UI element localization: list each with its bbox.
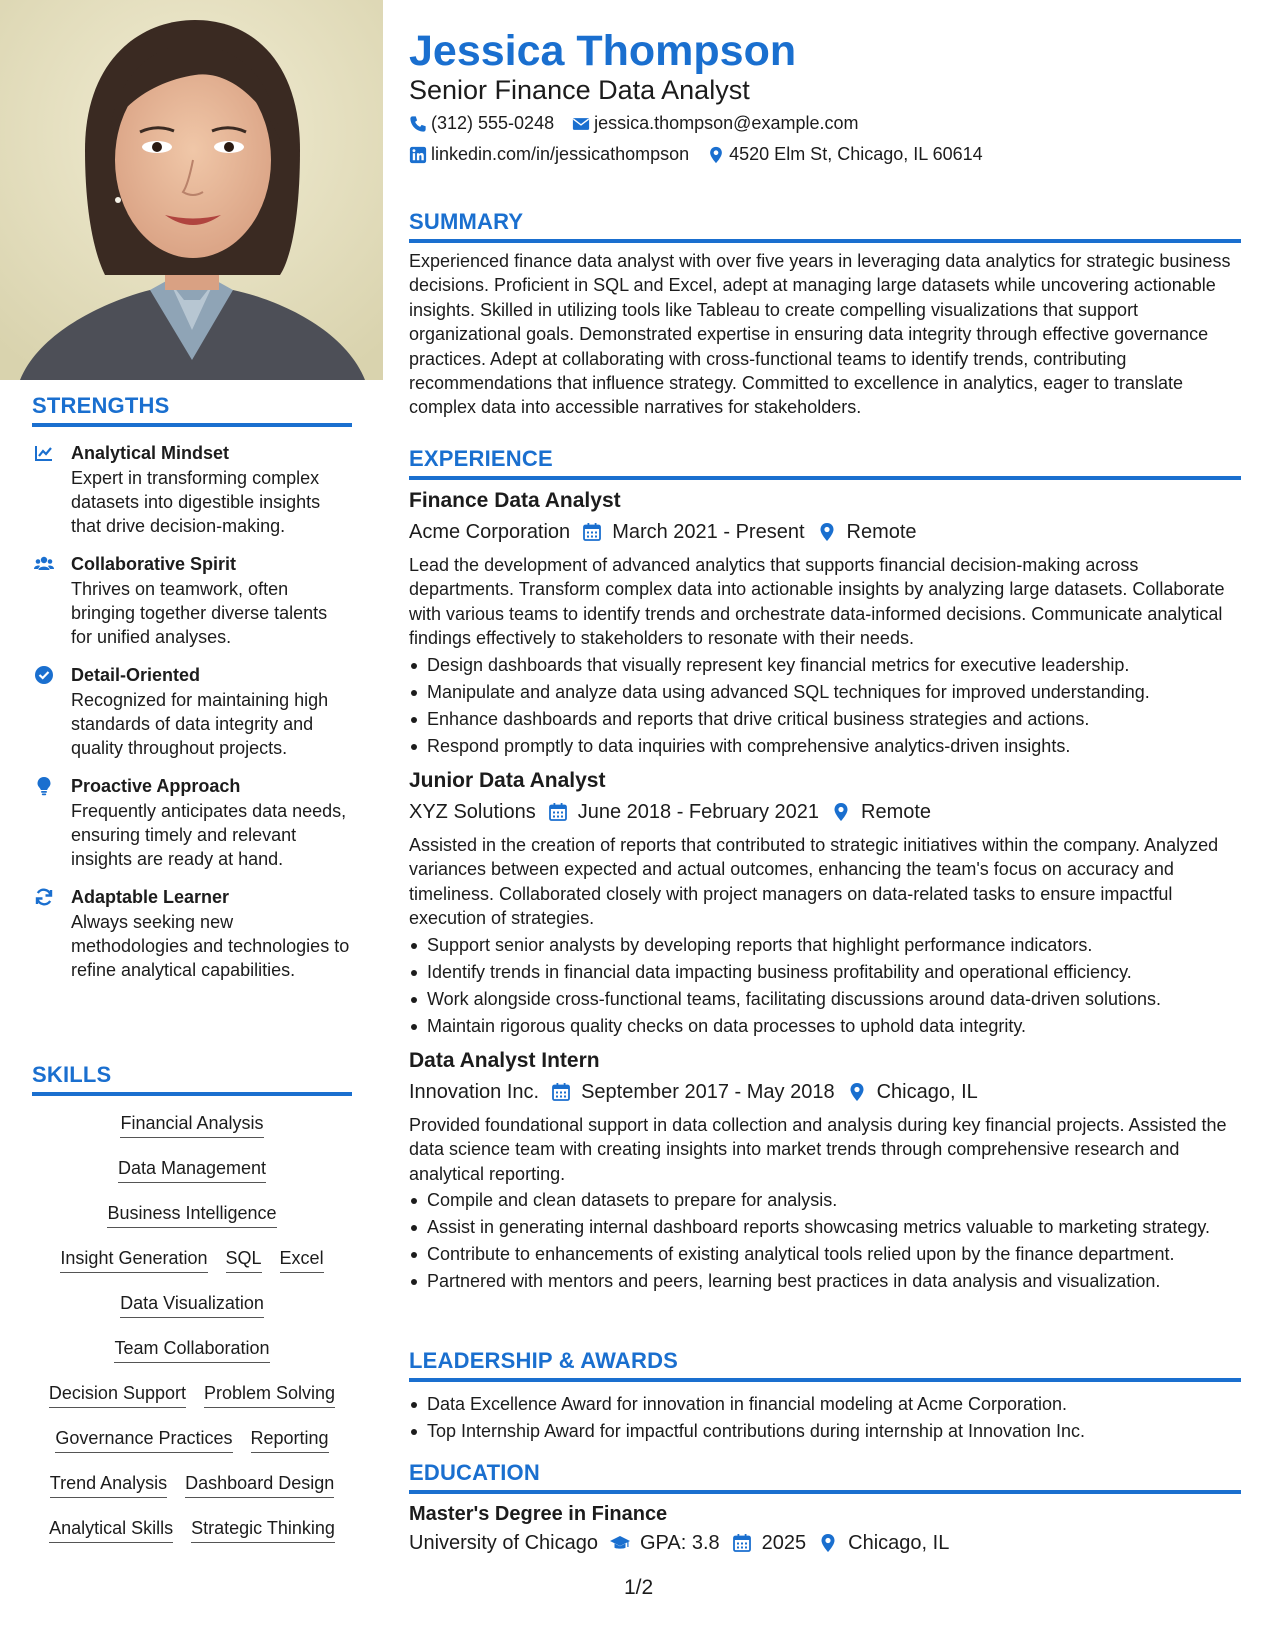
calendar-icon xyxy=(551,1082,571,1102)
phone-text: (312) 555-0248 xyxy=(431,113,555,133)
experience-title: EXPERIENCE xyxy=(409,446,553,471)
skill-tag: Excel xyxy=(280,1247,324,1273)
graduation-cap-icon xyxy=(610,1533,630,1553)
strength-item xyxy=(32,774,352,871)
skill-tag: Dashboard Design xyxy=(185,1472,334,1498)
job-location: Remote xyxy=(846,521,917,543)
contact-row-2 xyxy=(409,144,983,165)
job-bullet: Compile and clean datasets to prepare for analysis. xyxy=(409,1188,1241,1212)
job-company: Acme Corporation xyxy=(409,521,571,543)
candidate-role: Senior Finance Data Analyst xyxy=(409,75,750,105)
strength-description: Frequently anticipates data needs, ensuring timely and relevant insights are ready at hand. xyxy=(71,801,347,869)
job-entry xyxy=(409,1047,1241,1294)
awards-list xyxy=(409,1392,1241,1443)
job-bullet: Work alongside cross-functional teams, facilitating discussions around data-driven solutions. xyxy=(409,987,1241,1011)
map-pin-icon xyxy=(707,146,725,164)
job-title: Data Analyst Intern xyxy=(409,1049,600,1073)
awards-title: LEADERSHIP & AWARDS xyxy=(409,1348,679,1373)
job-bullet: Support senior analysts by developing reports that highlight performance indicators. xyxy=(409,933,1241,957)
skills-list xyxy=(32,1104,352,1554)
job-meta xyxy=(409,518,1241,546)
job-bullets xyxy=(409,933,1241,1038)
job-bullet: Assist in generating internal dashboard reports showcasing metrics valuable to marketing strategy. xyxy=(409,1215,1241,1239)
skill-tag: Governance Practices xyxy=(55,1427,232,1453)
strengths-title: STRENGTHS xyxy=(32,393,170,418)
map-pin-icon xyxy=(818,1533,838,1553)
education-section xyxy=(409,1460,1241,1564)
job-dates: March 2021 - Present xyxy=(612,521,805,543)
strength-item xyxy=(32,663,352,760)
line-chart-icon xyxy=(34,443,54,463)
award-item: Data Excellence Award for innovation in financial modeling at Acme Corporation. xyxy=(409,1392,1241,1416)
degree-title: Master's Degree in Finance xyxy=(409,1503,668,1525)
profile-photo xyxy=(0,0,383,380)
skill-tag: Reporting xyxy=(251,1427,329,1453)
job-bullets xyxy=(409,653,1241,758)
awards-rule xyxy=(409,1378,1241,1382)
email-item[interactable] xyxy=(572,113,858,134)
check-circle-icon xyxy=(34,665,54,685)
job-company: Innovation Inc. xyxy=(409,1081,540,1104)
left-column xyxy=(0,0,383,1650)
job-bullet: Design dashboards that visually represent key financial metrics for executive leadership. xyxy=(409,653,1241,677)
strength-title: Collaborative Spirit xyxy=(71,554,237,574)
job-meta xyxy=(409,798,1241,826)
skill-tag: Trend Analysis xyxy=(50,1472,167,1498)
calendar-icon xyxy=(548,802,568,822)
sync-icon xyxy=(34,887,54,907)
job-location: Chicago, IL xyxy=(876,1081,978,1104)
candidate-name: Jessica Thompson xyxy=(409,27,797,75)
strength-item xyxy=(32,885,352,982)
summary-section xyxy=(409,209,1241,420)
strength-title: Analytical Mindset xyxy=(71,443,230,463)
map-pin-icon xyxy=(817,522,837,542)
experience-rule xyxy=(409,476,1241,480)
strength-title: Detail-Oriented xyxy=(71,665,201,685)
page-number: 1/2 xyxy=(624,1576,654,1599)
strength-item xyxy=(32,441,352,538)
awards-section xyxy=(409,1348,1241,1446)
summary-text: Experienced finance data analyst with over five years in leveraging data analytics for strategic business decisions. Proficient in SQL and Excel, adept at managing large datasets while uncovering actionable insights. Skilled in utilizing tools like Tableau to create compelling visualizations that support organizational goals. Demonstrated expertise in ensuring data integrity through effective governance practices. Adept at collaborating with cross-functional teams to identify trends, contributing recommendations that influence strategy. Committed to excellence in analytics, eager to translate complex data into accessible narratives for stakeholders. xyxy=(409,251,1231,418)
strength-item xyxy=(32,552,352,649)
skill-tag: Business Intelligence xyxy=(107,1202,276,1228)
job-entry xyxy=(409,487,1241,758)
job-description: Provided foundational support in data collection and analysis during key financial projects. Assisted the data science team with creating insights into market trends through comprehensive research and analytical reporting. xyxy=(409,1115,1227,1184)
strengths-section xyxy=(32,393,352,982)
skill-tag: Data Visualization xyxy=(120,1292,264,1318)
job-company: XYZ Solutions xyxy=(409,801,536,824)
strengths-rule xyxy=(32,423,352,427)
education-title: EDUCATION xyxy=(409,1460,540,1485)
school-name: University of Chicago xyxy=(409,1532,598,1554)
email-text: jessica.thompson@example.com xyxy=(594,113,859,133)
job-location: Remote xyxy=(861,801,932,824)
gpa-text: GPA: 3.8 xyxy=(639,1532,720,1554)
skills-rule xyxy=(32,1092,352,1096)
summary-title: SUMMARY xyxy=(409,209,524,234)
address-item xyxy=(707,144,983,165)
phone-icon xyxy=(409,115,427,133)
phone-item[interactable] xyxy=(409,113,554,134)
job-meta xyxy=(409,1078,1241,1106)
skill-tag: SQL xyxy=(226,1247,262,1273)
education-location: Chicago, IL xyxy=(848,1532,950,1554)
strength-description: Thrives on teamwork, often bringing together diverse talents for unified analyses. xyxy=(71,579,328,647)
users-icon xyxy=(34,554,54,574)
strength-title: Proactive Approach xyxy=(71,776,241,796)
strength-description: Expert in transforming complex datasets into digestible insights that drive decision-making. xyxy=(71,468,321,536)
envelope-icon xyxy=(572,115,590,133)
skill-tag: Problem Solving xyxy=(204,1382,335,1408)
job-entry xyxy=(409,767,1241,1038)
strength-title: Adaptable Learner xyxy=(71,887,230,907)
lightbulb-icon xyxy=(34,776,54,796)
job-bullet: Enhance dashboards and reports that drive critical business strategies and actions. xyxy=(409,707,1241,731)
skill-tag: Decision Support xyxy=(49,1382,186,1408)
job-bullets xyxy=(409,1188,1241,1293)
strength-description: Always seeking new methodologies and technologies to refine analytical capabilities. xyxy=(71,912,350,980)
linkedin-item[interactable] xyxy=(409,144,689,165)
education-rule xyxy=(409,1490,1241,1494)
strength-description: Recognized for maintaining high standards of data integrity and quality throughout projects. xyxy=(71,690,329,758)
skill-tag: Strategic Thinking xyxy=(191,1517,335,1543)
linkedin-icon xyxy=(409,146,427,164)
skills-section xyxy=(32,1062,352,1554)
skills-title: SKILLS xyxy=(32,1062,112,1087)
map-pin-icon xyxy=(847,1082,867,1102)
job-dates: June 2018 - February 2021 xyxy=(577,801,820,824)
experience-section xyxy=(409,446,1241,1296)
calendar-icon xyxy=(582,522,602,542)
job-bullet: Partnered with mentors and peers, learning best practices in data analysis and visualization. xyxy=(409,1269,1241,1293)
job-bullet: Contribute to enhancements of existing analytical tools relied upon by the finance department. xyxy=(409,1242,1241,1266)
skill-tag: Financial Analysis xyxy=(120,1112,263,1138)
map-pin-icon xyxy=(831,802,851,822)
job-title: Junior Data Analyst xyxy=(409,769,606,793)
skill-tag: Insight Generation xyxy=(60,1247,207,1273)
contact-row-1 xyxy=(409,113,858,134)
graduation-year: 2025 xyxy=(761,1532,807,1554)
job-description: Lead the development of advanced analytics that supports financial decision-making across departments. Transform complex data into actionable insights by analyzing large datasets. Collaborate with various teams to identify trends and orchestrate data-informed decisions. Communicate analytical findings effectively to stakeholders to resonate with their needs. xyxy=(409,555,1225,649)
linkedin-text: linkedin.com/in/jessicathompson xyxy=(431,144,690,164)
job-bullet: Maintain rigorous quality checks on data processes to uphold data integrity. xyxy=(409,1014,1241,1038)
job-description: Assisted in the creation of reports that contributed to strategic initiatives within the company. Analyzed variances between expected and actual outcomes, enhancing the team's focus on accuracy and timeliness. Collaborated closely with project managers on data-related tasks to ensure impactful execution of strategies. xyxy=(409,835,1219,929)
job-dates: September 2017 - May 2018 xyxy=(581,1081,835,1104)
summary-rule xyxy=(409,239,1241,243)
address-text: 4520 Elm St, Chicago, IL 60614 xyxy=(729,144,983,164)
job-bullet: Respond promptly to data inquiries with comprehensive analytics-driven insights. xyxy=(409,734,1241,758)
skill-tag: Team Collaboration xyxy=(114,1337,269,1363)
award-item: Top Internship Award for impactful contributions during internship at Innovation Inc. xyxy=(409,1419,1241,1443)
job-title: Finance Data Analyst xyxy=(409,489,621,512)
job-bullet: Identify trends in financial data impacting business profitability and operational efficiency. xyxy=(409,960,1241,984)
skill-tag: Data Management xyxy=(118,1157,266,1183)
calendar-icon xyxy=(732,1533,752,1553)
skill-tag: Analytical Skills xyxy=(49,1517,173,1543)
job-bullet: Manipulate and analyze data using advanced SQL techniques for improved understanding. xyxy=(409,680,1241,704)
education-meta xyxy=(409,1529,1241,1557)
